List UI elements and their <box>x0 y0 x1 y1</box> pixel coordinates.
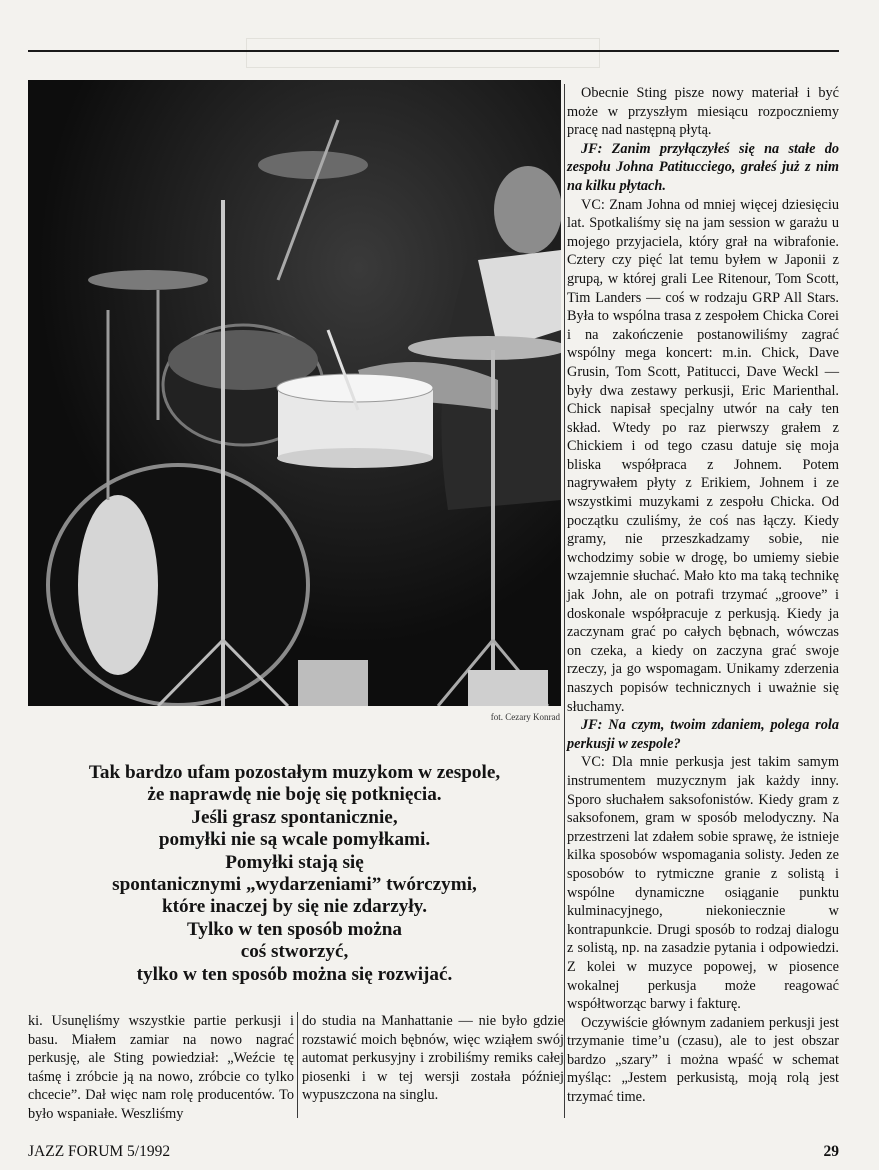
pull-quote-line: Jeśli grasz spontanicznie, <box>191 806 398 828</box>
photo-credit: fot. Cezary Konrad <box>490 712 560 722</box>
pull-quote-line: Tak bardzo ufam pozostałym muzykom w zespole, <box>88 762 501 783</box>
paragraph: Oczywiście głównym zadaniem perkusji jest trzymanie time’u (czasu), ale to jest obszar bardzo „szary” i można wpaść w schemat myśląc: „Jestem perkusistą, moją rolą jest trzymać time. <box>567 1014 839 1106</box>
paragraph: ki. Usunęliśmy wszystkie partie perkusji i basu. Miałem zamiar na nowo nagrać perkusję, ale Sting powiedział: „Weźcie tę taśmę i zróbcie ją na nowo, zróbcie co tylko chcecie”. Dał więc nam rolę producentów. To było wspaniałe. Weszliśmy <box>28 1013 294 1122</box>
pull-quote-line: tylko w ten sposób można się rozwijać. <box>136 963 453 985</box>
interview-question: JF: Na czym, twoim zdaniem, polega rola perkusji w zespole? <box>567 717 839 752</box>
interview-question: JF: Zanim przyłączyłeś się na stałe do zespołu Johna Patitucciego, grałeś już z nim na kilku płytach. <box>567 140 839 194</box>
pull-quote-line: że naprawdę nie boję się potknięcia. <box>147 784 442 806</box>
pull-quote-line: pomyłki nie są wcale pomyłkami. <box>158 829 431 851</box>
bleed-through-box <box>246 38 600 68</box>
top-rule <box>28 50 839 52</box>
drummer-photo <box>28 80 561 706</box>
column-divider <box>564 742 565 1118</box>
pull-quote-line: które inaczej by się nie zdarzyły. <box>161 896 428 918</box>
bottom-column-1 <box>28 1012 294 1124</box>
pull-quote-line: spontanicznymi „wydarzeniami” twórczymi, <box>112 874 477 896</box>
pull-quote-line: coś stworzyć, <box>240 941 349 963</box>
pull-quote-line: Pomyłki stają się <box>225 851 364 873</box>
publication-name: JAZZ FORUM 5/1992 <box>28 1143 171 1160</box>
right-column <box>567 84 839 1107</box>
column-divider <box>564 84 565 742</box>
pull-quote <box>28 762 561 986</box>
column-divider <box>297 1012 298 1118</box>
paragraph: do studia na Manhattanie — nie było gdzie rozstawić moich bębnów, więc wziąłem swój automat perkusyjny i zrobiliśmy remiks całej piosenki i w tej wersji została później wypuszczona na singlu. <box>302 1013 564 1104</box>
drum-kit-illustration <box>28 80 561 706</box>
paragraph: Obecnie Sting pisze nowy materiał i być może w przyszłym miesiącu rozpoczniemy pracę nad następną płytą. <box>567 85 839 139</box>
bottom-column-2 <box>302 1012 564 1105</box>
paragraph: VC: Znam Johna od mniej więcej dziesięciu lat. Spotkaliśmy się na jam session w garażu u mojego przyjaciela, który grał na wibrafonie. Cztery czy pięć lat temu byłem w Japonii z grupą, w której grali Lee Ritenour, Tom Scott, Tim Landers — coś w rodzaju GRP All Stars. Była to wspólna trasa z zespołem Chicka Corei i na zakończenie postanowiliśmy zagrać wspólny mega koncert: m.in. Chick, Dave Grusin, Tom Scott, Patitucci, Dave Weckl — były dwa zestawy perkusji, Eric Marienthal. Chick napisał specjalny utwór na cały ten skład. Wtedy po raz pierwszy grałem z Chickiem i od tego czasu datuje się moja bliska współpraca z Johnem. Potem nagrywałem płyty z Erikiem, Johnem i ze wszystkimi muzykami z zespołu Chicka. Od początku czuliśmy, że coś nas łączy. Kiedy gramy, nie przeszkadzamy sobie, nie wchodzimy sobie w drogę, bo umiemy siebie wzajemnie słuchać. Mało kto ma taką technikę jak John, ale on potrafi trzymać „groove” i doskonale współpracuje z perkusją. Kiedy ja zaczynam grać po całych bębnach, wówczas on czeka, a kiedy on zaczyna grać swoje rzeczy, ja go wspomagam. Unikamy zderzenia naszych popisów technicznych i uważnie się słuchamy. <box>567 196 839 715</box>
pull-quote-line: Tylko w ten sposób można <box>186 918 402 940</box>
page-number: 29 <box>823 1143 839 1160</box>
paragraph: VC: Dla mnie perkusja jest takim samym instrumentem muzycznym jak każdy inny. Sporo słuchałem saksofonistów. Kiedy gram z saksofonem, gram w sposób melodyczny. Na przestrzeni lat zdałem sobie sprawę, że istnieje kilka sposobów wspomagania solisty. Jeden ze sposobów to rytmiczne granie z solistą i wspólne dynamiczne osiąganie punktu kulminacyjnego, niekoniecznie w kontrapunkcie. Drugi sposób to rodzaj dialogu z solistą, np. na zasadzie pytania i odpowiedzi. Z kolei w muzyce popowej, w piosence wokalnej perkusja może reagować współtworząc barwy i fakturę. <box>567 754 839 1013</box>
